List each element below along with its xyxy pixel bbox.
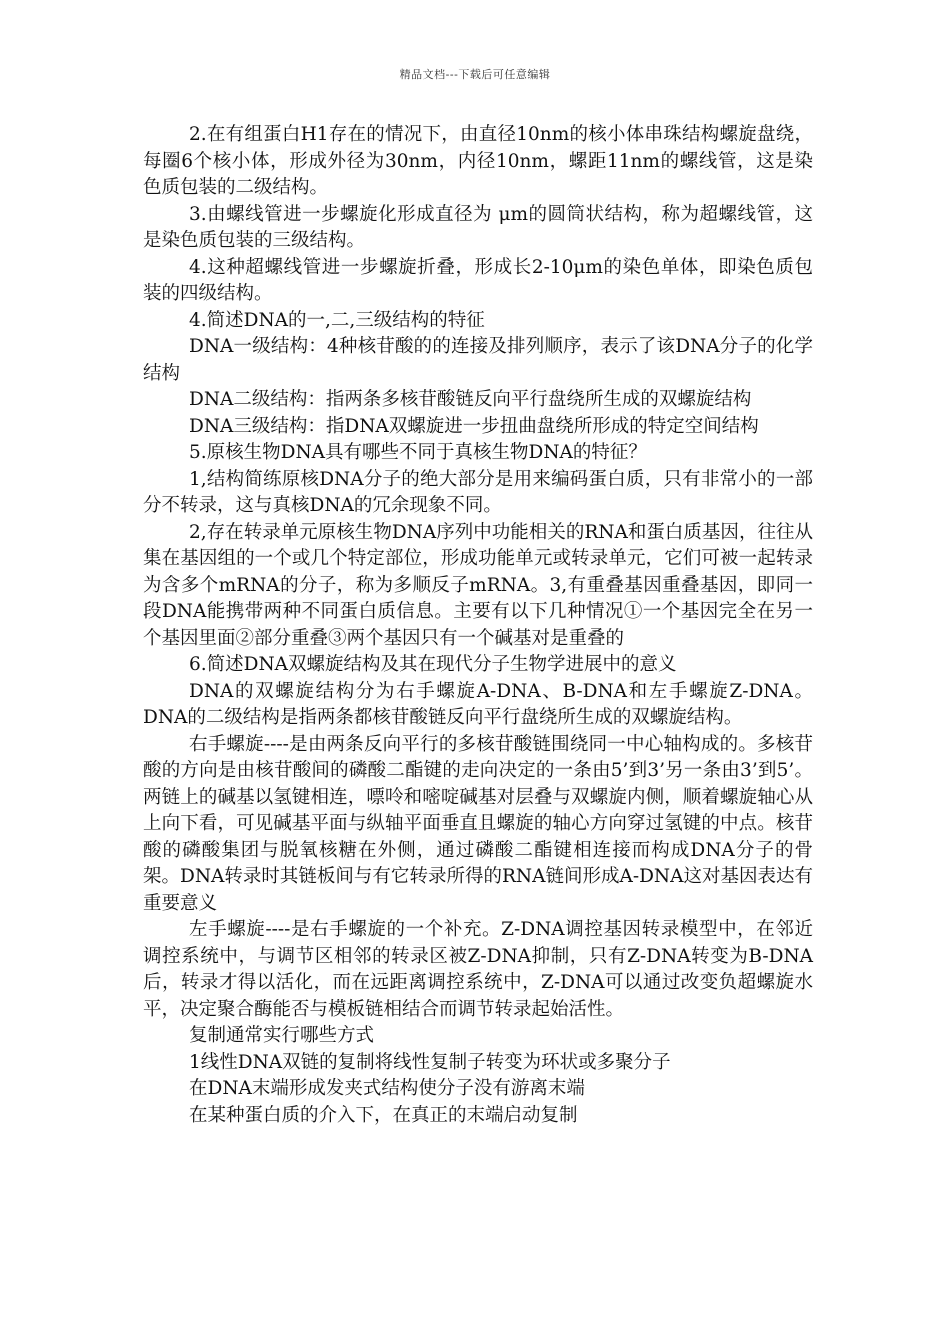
paragraph: 1线性DNA双链的复制将线性复制子转变为环状或多聚分子 [189,1051,671,1073]
paragraph: 2,存在转录单元原核生物DNA序列中功能相关的RNA和蛋白质基因，往往从集在基因组的一个或几个特定部位，形成功能单元或转录单元，它们可被一起转录为含多个mRNA的分子，称为多顺反子mRNA。3,有重叠基因重叠基因，即同一段DNA能携带两种不同蛋白质信息。主要有以下几种情况①一个基因完全在另一个基因里面②部分重叠③两个基因只有一个碱基对是重叠的 [143,521,813,649]
paragraph: DNA的双螺旋结构分为右手螺旋A-DNA、B-DNA和左手螺旋Z-DNA。DNA的二级结构是指两条都核苷酸链反向平行盘绕所生成的双螺旋结构。 [143,680,813,728]
paragraph: 左手螺旋----是右手螺旋的一个补充。Z-DNA调控基因转录模型中，在邻近调控系统中，与调节区相邻的转录区被Z-DNA抑制，只有Z-DNA转变为B-DNA后，转录才得以活化，而在远距离调控系统中，Z-DNA可以通过改变负超螺旋水平，决定聚合酶能否与模板链相结合而调节转录起始活性。 [143,919,813,1020]
paragraph: 3.由螺线管进一步螺旋化形成直径为 μm的圆筒状结构，称为超螺线管，这是染色质包装的三级结构。 [143,203,813,251]
paragraph: DNA一级结构：4种核苷酸的的连接及排列顺序，表示了该DNA分子的化学结构 [143,336,813,384]
paragraph: 4.这种超螺线管进一步螺旋折叠，形成长2-10μm的染色单体，即染色质包装的四级结构。 [143,256,813,304]
section-heading: 4.简述DNA的一,二,三级结构的特征 [189,309,485,331]
paragraph: DNA三级结构：指DNA双螺旋进一步扭曲盘绕所形成的特定空间结构 [189,415,759,437]
paragraph: 2.在有组蛋白H1存在的情况下，由直径10nm的核小体串珠结构螺旋盘绕，每圈6个核小体，形成外径为30nm，内径10nm，螺距11nm的螺线管，这是染色质包装的二级结构。 [143,124,813,198]
section-heading: 5.原核生物DNA具有哪些不同于真核生物DNA的特征？ [189,442,647,463]
page-header: 精品文档---下载后可任意编辑 [399,68,551,81]
section-heading: 复制通常实行哪些方式 [189,1025,375,1046]
paragraph: 1,结构简练原核DNA分子的绝大部分是用来编码蛋白质，只有非常小的一部分不转录，这与真核DNA的冗余现象不同。 [143,468,813,516]
paragraph: 在某种蛋白质的介入下，在真正的末端启动复制 [189,1104,578,1126]
paragraph: 在DNA末端形成发夹式结构使分子没有游离末端 [189,1078,585,1099]
paragraph: DNA二级结构：指两条多核苷酸链反向平行盘绕所生成的双螺旋结构 [189,389,752,410]
section-heading: 6.简述DNA双螺旋结构及其在现代分子生物学进展中的意义 [189,654,677,675]
paragraph: 右手螺旋----是由两条反向平行的多核苷酸链围绕同一中心轴构成的。多核苷酸的方向是由核苷酸间的磷酸二酯键的走向决定的一条由5’到3’另一条由3’到5’。两链上的碱基以氢键相连，嘌呤和嘧啶碱基对层叠与双螺旋内侧，顺着螺旋轴心从上向下看，可见碱基平面与纵轴平面垂直且螺旋的轴心方向穿过氢键的中点。核苷酸的磷酸集团与脱氧核糖在外侧，通过磷酸二酯键相连接而构成DNA分子的骨架。DNA转录时其链板间与有它转录所得的RNA链间形成A-DNA这对基因表达有重要意义 [143,733,813,914]
document-body [143,122,813,1129]
